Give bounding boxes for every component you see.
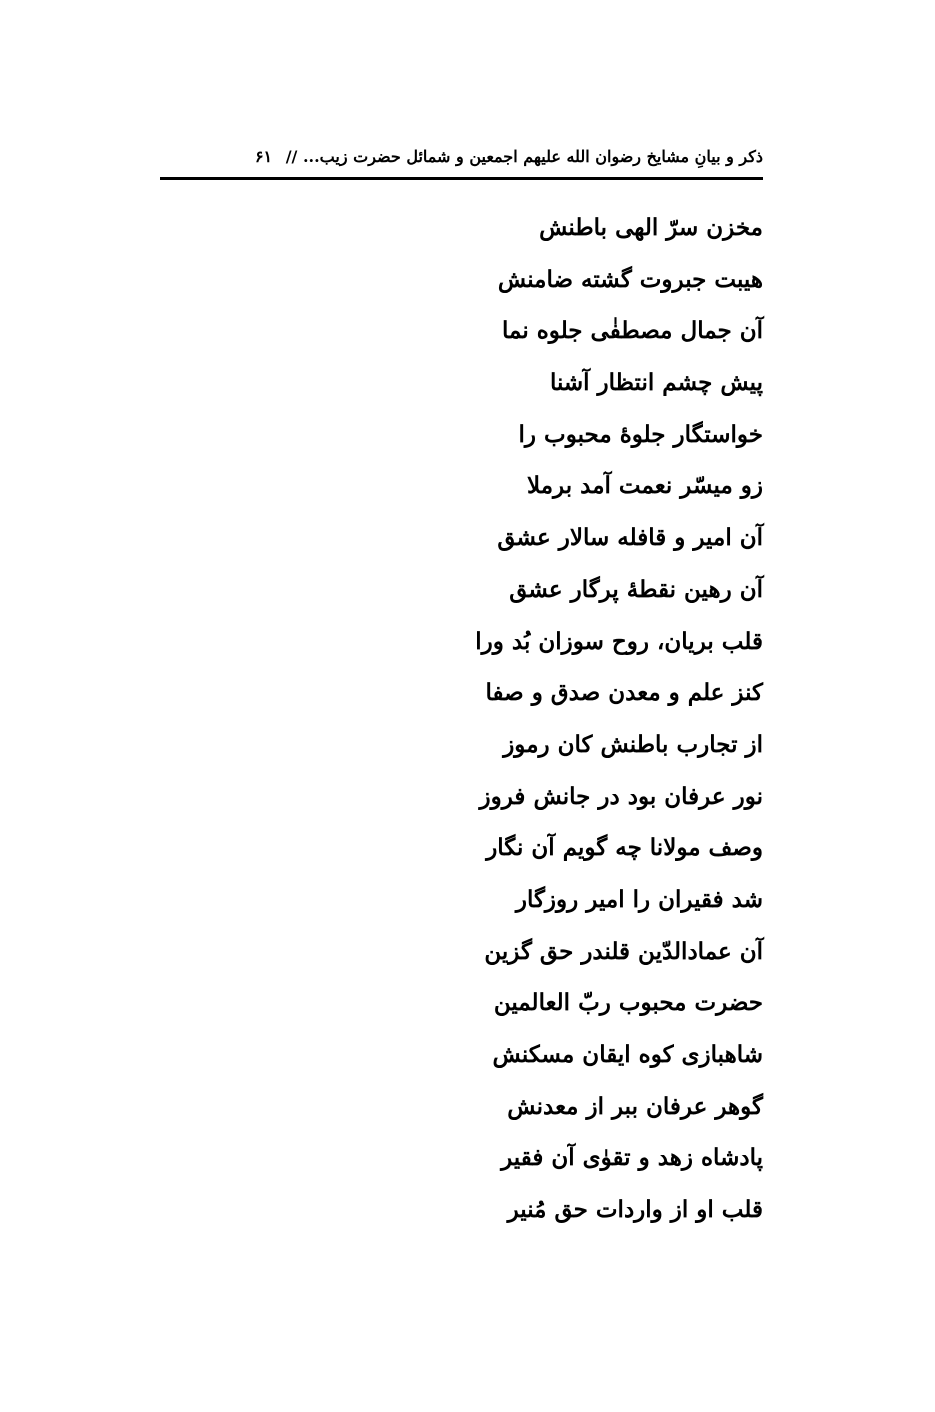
- verse-line: خواستگار جلوۀ محبوب را: [518, 420, 763, 448]
- verse-line: نور عرفان بود در جانش فروز: [479, 782, 763, 810]
- verse-line: هیبت جبروت گشته ضامنش: [497, 265, 763, 293]
- verse-line: پادشاه زهد و تقوٰی آن فقیر: [501, 1144, 763, 1172]
- verse-line: مخزن سرّ الهی باطنش: [539, 214, 763, 241]
- verse-line: حضرت محبوب ربّ العالمین: [493, 989, 763, 1017]
- page-header: [160, 142, 763, 172]
- verse-line: قلب بریان، روح سوزان بُد ورا: [475, 627, 763, 655]
- verse-line: شاهبازی کوه ایقان مسکنش: [492, 1041, 763, 1068]
- verse-line: شد فقیران را امیر روزگار: [515, 885, 763, 913]
- verse-line: پیش چشم انتظار آشنا: [549, 369, 763, 397]
- verse-line: آن رهین نقطۀ پرگار عشق: [509, 575, 763, 603]
- running-title: ذکر و بیانِ مشایخ رضوان الله علیهم اجمعین و شمائل حضرت زیب... //: [285, 147, 763, 166]
- verse-line: آن جمال مصطفٰی جلوه نما: [502, 317, 763, 345]
- verse-line: کنز علم و معدن صدق و صفا: [485, 679, 763, 707]
- verse-line: گوهر عرفان ببر از معدنش: [507, 1092, 763, 1120]
- verse-line: آن عمادالدّین قلندر حق گزین: [484, 937, 763, 965]
- header-rule: [160, 177, 763, 180]
- verse-line: از تجارب باطنش کان رموز: [503, 730, 763, 758]
- verse-line: زو میسّر نعمت آمد برملا: [526, 472, 763, 500]
- verse-line: قلب او از واردات حق مُنیر: [507, 1196, 763, 1224]
- verse-line: وصف مولانا چه گویم آن نگار: [486, 834, 763, 862]
- page-number: ۶۱: [254, 147, 273, 166]
- verse-line: آن امیر و قافله سالار عشق: [497, 524, 763, 552]
- verse-list: [360, 206, 763, 1240]
